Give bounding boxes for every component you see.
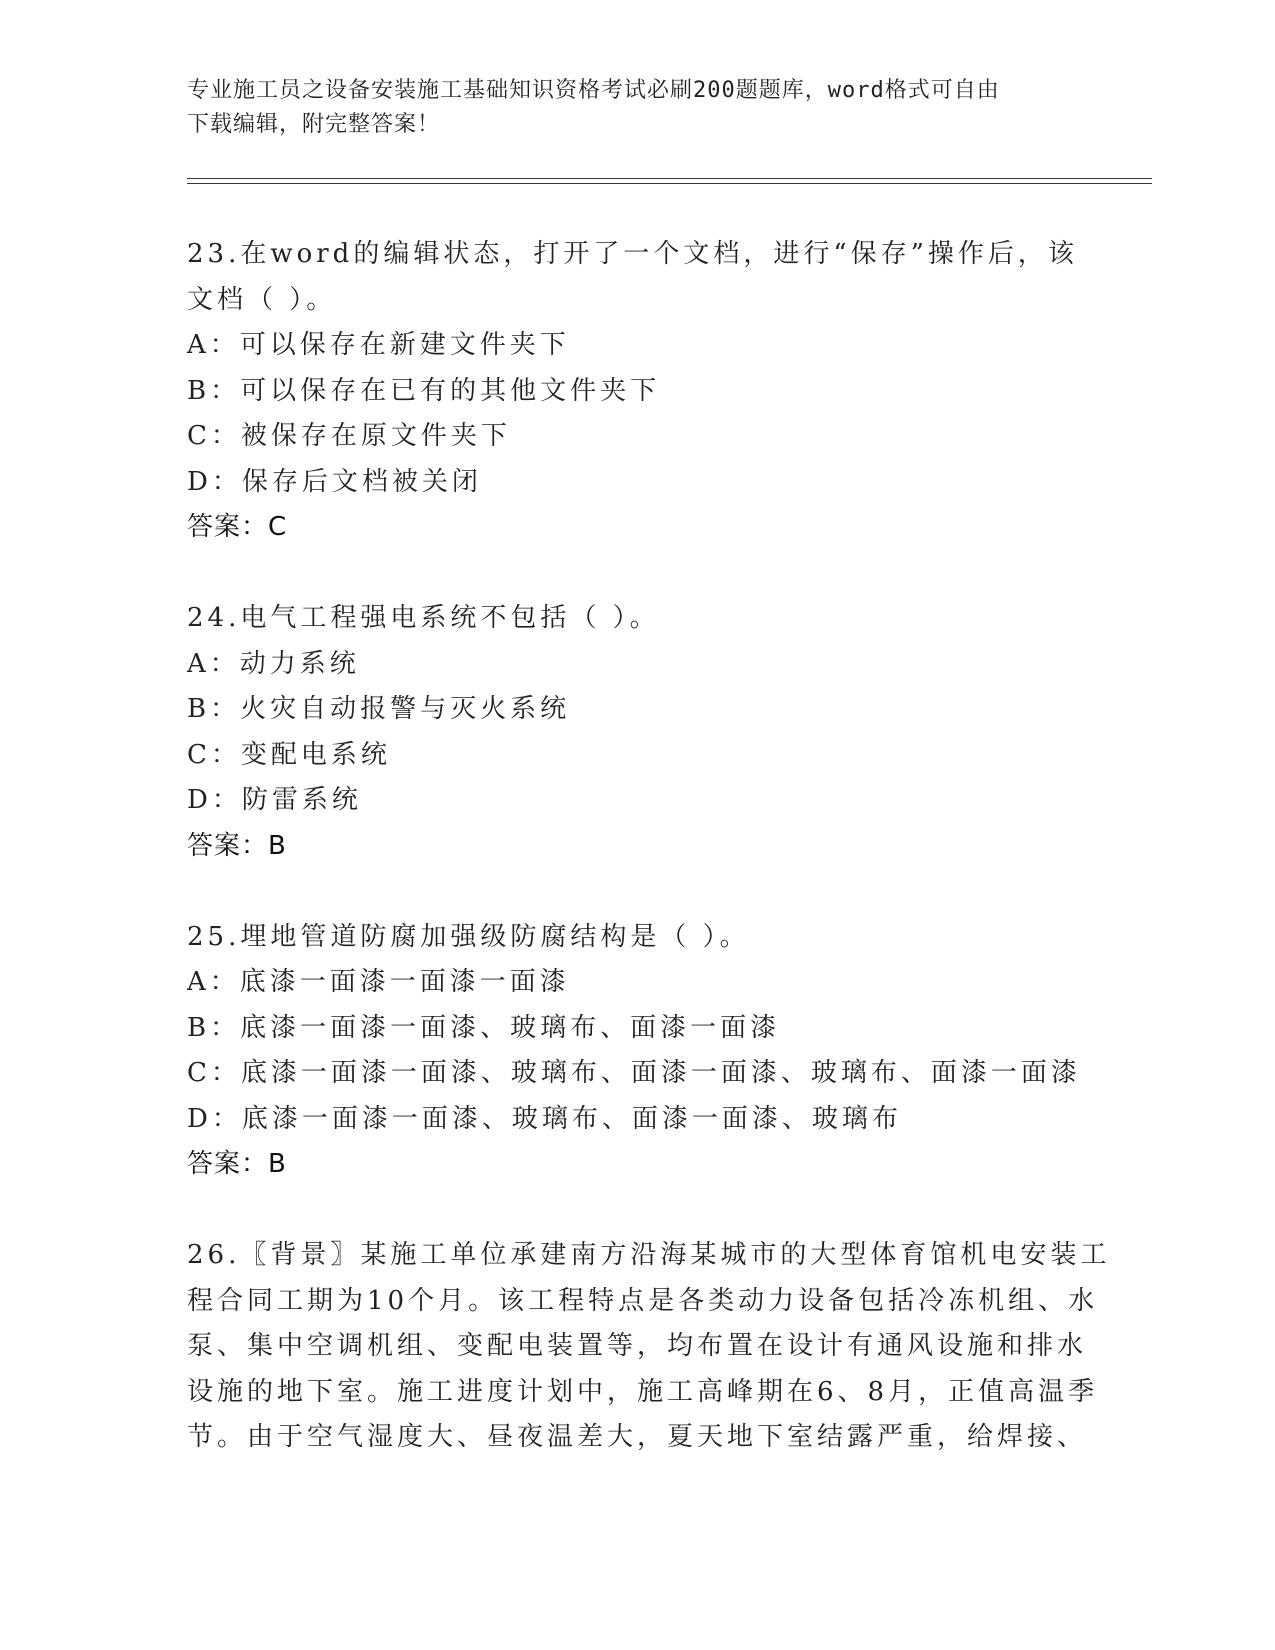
option-d: D：保存后文档被关闭 [187,466,482,497]
paragraph-line: 节。由于空气湿度大、昼夜温差大，夏天地下室结露严重，给焊接、 [187,1422,1088,1452]
paragraph-line: 26.〖背景〗某施工单位承建南方沿海某城市的大型体育馆机电安装工 [187,1240,1111,1270]
option-c: C：被保存在原文件夹下 [187,421,511,451]
question-24 [187,596,1087,869]
paragraph-line: 泵、集中空调机组、变配电装置等，均布置在设计有通风设施和排水 [187,1331,1088,1361]
question-23 [187,232,1087,551]
question-stem: 23.在word的编辑状态，打开了一个文档，进行“保存”操作后，该 [187,239,1078,269]
header-line-2: 下载编辑，附完整答案！ [187,112,441,137]
question-stem: 25.埋地管道防腐加强级防腐结构是（ ）。 [187,921,750,952]
option-d: D：防雷系统 [187,785,362,815]
answer: 答案：B [187,1149,287,1179]
question-26 [187,1233,1111,1461]
paragraph-line: 设施的地下室。施工进度计划中，施工高峰期在6、8月，正值高温季 [187,1376,1099,1407]
paragraph-line: 程合同工期为10个月。该工程特点是各类动力设备包括冷冻机组、水 [187,1285,1099,1316]
option-a: A：底漆一面漆一面漆一面漆 [187,967,570,997]
spacer [187,869,1087,915]
option-b: B：可以保存在已有的其他文件夹下 [187,375,661,406]
option-b: B：火灾自动报警与灭火系统 [187,694,571,724]
answer: 答案：C [187,512,288,542]
option-c: C：变配电系统 [187,739,391,770]
question-stem: 24.电气工程强电系统不包括（ ）。 [187,603,660,633]
spacer [187,551,1087,597]
option-b: B：底漆一面漆一面漆、玻璃布、面漆一面漆 [187,1012,781,1043]
document-body [187,232,1111,1461]
question-25 [187,915,1087,1188]
option-c: C：底漆一面漆一面漆、玻璃布、面漆一面漆、玻璃布、面漆一面漆 [187,1058,1081,1088]
option-d: D：底漆一面漆一面漆、玻璃布、面漆一面漆、玻璃布 [187,1103,902,1134]
answer: 答案：B [187,830,287,861]
spacer [187,1188,1087,1234]
question-stem: 文档（ ）。 [187,284,337,315]
document-header [187,74,1067,142]
option-a: A：动力系统 [187,648,360,679]
header-divider [187,178,1152,184]
option-a: A：可以保存在新建文件夹下 [187,330,570,360]
header-line-1: 专业施工员之设备安装施工基础知识资格考试必刷200题题库，word格式可自由 [187,78,1000,103]
